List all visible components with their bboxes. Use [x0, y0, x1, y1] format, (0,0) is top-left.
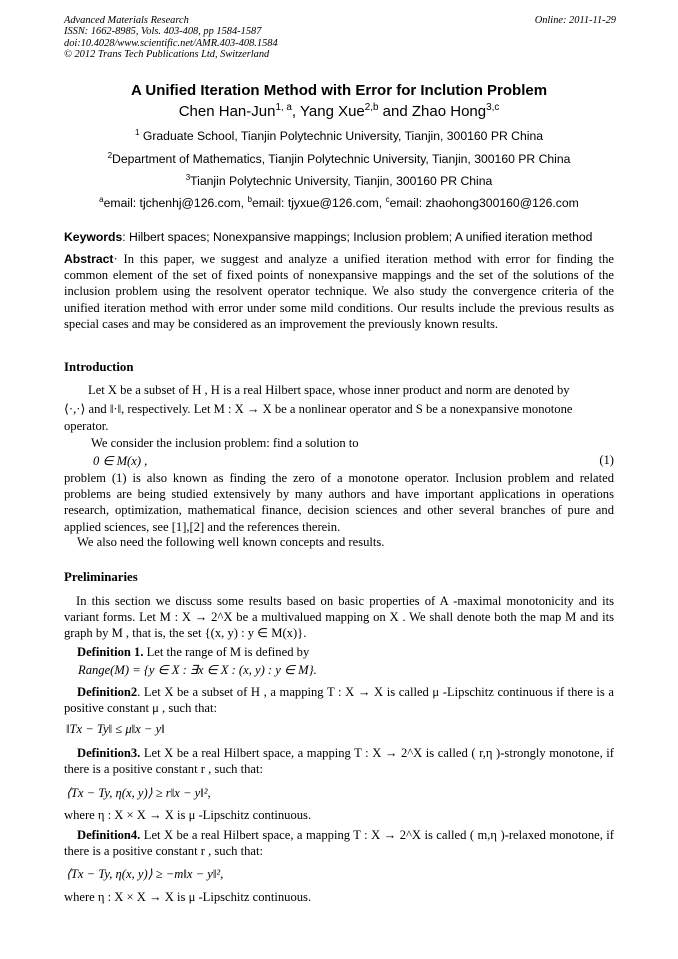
definition-label: Definition 1.	[77, 645, 144, 659]
copyright-line: © 2012 Trans Tech Publications Ltd, Switzerland	[64, 49, 270, 61]
intro-line-4: We consider the inclusion problem: find a solution to	[91, 436, 359, 450]
affiliation-2	[64, 152, 614, 166]
intro-line-last: We also need the following well known concepts and results.	[77, 535, 385, 549]
definition-3-after: where η : X × X → X is μ -Lipschitz continuous.	[64, 808, 312, 822]
author-sup: 2,b	[364, 102, 379, 113]
keywords-text: : Hilbert spaces; Nonexpansive mappings; Inclusion problem; A unified iteration method	[122, 230, 593, 244]
definition-4	[64, 827, 614, 859]
issn-line: ISSN: 1662-8985, Vols. 403-408, pp 1584-1587	[64, 26, 262, 38]
online-date: Online: 2011-11-29	[534, 15, 616, 26]
definition-label: Definition3.	[77, 746, 141, 760]
author-separator: ,	[291, 103, 300, 120]
journal-name: Advanced Materials Research	[64, 15, 189, 26]
intro-line-1: Let X be a subset of H , H is a real Hilbert space, whose inner product and norm are denoted by	[88, 383, 570, 397]
author-name: Yang Xue	[300, 103, 365, 120]
email-sup: a	[99, 194, 104, 204]
affiliation-text: Graduate School, Tianjin Polytechnic University, Tianjin, 300160 PR China	[139, 129, 543, 143]
definition-text: Let X be a real Hilbert space, a mapping T : X → 2^X is called ( r,η )-strongly monotone, if there is a positive constant r , such that:	[64, 746, 614, 777]
author-name: Chen Han-Jun	[178, 103, 276, 120]
email-text: email: tjyxue@126.com,	[251, 196, 386, 210]
prelim-paragraph: In this section we discuss some results based on basic properties of A -maximal monotonicity and its variant forms. Let M : X → 2^X be a multivalued mapping on X . We shall denote both the map M and its graph by M , that is, the set {(x, y) : y ∈ M(x)}.	[64, 594, 614, 641]
author-list	[64, 103, 614, 120]
definition-text: . Let X be a subset of H , a mapping T : X → X is called μ -Lipschitz continuous if there is a positive constant μ , such that:	[64, 685, 614, 716]
paper-title: A Unified Iteration Method with Error for Inclution Problem	[130, 82, 548, 99]
definition-2-equation: ‖Tx − Ty‖ ≤ μ‖x − y‖	[66, 722, 165, 736]
definition-label: Definition2	[77, 685, 138, 699]
author-separator: and	[378, 103, 412, 120]
keywords	[64, 230, 616, 244]
affiliation-sup: 2	[107, 150, 113, 160]
affiliation-sup: 3	[185, 172, 191, 182]
affiliation-sup: 1	[134, 127, 140, 137]
equation-number-1: (1)	[599, 453, 614, 467]
abstract: Abstract· In this paper, we suggest and analyze a unified iteration method with error for finding the common element of the set of fixed points of nonexpansive mappings and the set of the solutions of the inclusion problem using the resolvent operator technique. We also study the convergence criteria of the unified iteration method with error under some mild conditions. Our results include the previous results as special cases and may be considered as an improvement the previously known results.	[64, 252, 614, 331]
affiliation-3	[64, 174, 614, 188]
email-text: email: tjchenhj@126.com,	[103, 196, 248, 210]
author-name: Zhao Hong	[411, 103, 487, 120]
intro-line-2: ⟨·,·⟩ and ‖·‖, respectively. Let M : X → X be a nonlinear operator and S be a nonexpansive monotone	[64, 402, 573, 416]
affiliation-text: Tianjin Polytechnic University, Tianjin, 300160 PR China	[190, 174, 493, 188]
definition-4-equation: ⟨Tx − Ty, η(x, y)⟩ ≥ −m‖x − y‖²,	[66, 867, 224, 881]
email-sup: b	[247, 194, 252, 204]
definition-3	[64, 745, 614, 777]
intro-paragraph: problem (1) is also known as finding the zero of a monotone operator. Inclusion problem and related problems are being studied extensively by many authors and have important applications in operations research, optimization, mathematical finance, decision sciences and other several branches of pure and applied sciences, see [1],[2] and the references therein.	[64, 471, 614, 534]
section-heading-preliminaries: Preliminaries	[64, 570, 138, 584]
abstract-label: Abstract	[64, 252, 114, 266]
definition-1	[77, 645, 309, 660]
affiliation-1	[64, 129, 614, 143]
definition-3-equation: ⟨Tx − Ty, η(x, y)⟩ ≥ r‖x − y‖²,	[66, 786, 211, 800]
abstract-text: In this paper, we suggest and analyze a unified iteration method with error for finding the common element of the set of fixed points of nonexpansive mappings and the set of the solutions of the inclusion problem using the resolvent operator technique. We also study the convergence criteria of the unified iteration method with error under some mild conditions. Our results include the previous results as special cases and may be considered as an improvement the previously known results.	[64, 252, 614, 331]
intro-line-3: operator.	[64, 419, 109, 433]
definition-1-equation: Range(M) = {y ∈ X : ∃x ∈ X : (x, y) : y ∈ M}.	[78, 663, 317, 677]
doi-line: doi:10.4028/www.scientific.net/AMR.403-408.1584	[64, 37, 278, 49]
equation-1: 0 ∈ M(x) ,	[93, 454, 148, 468]
section-heading-introduction: Introduction	[64, 360, 134, 374]
affiliation-text: Department of Mathematics, Tianjin Polytechnic University, Tianjin, 300160 PR China	[112, 152, 571, 166]
definition-4-after: where η : X × X → X is μ -Lipschitz continuous.	[64, 890, 312, 904]
definition-2	[64, 684, 614, 716]
email-sup: c	[385, 194, 390, 204]
author-sup: 1, a	[275, 102, 292, 113]
author-sup: 3,c	[486, 102, 500, 113]
email-text: email: zhaohong300160@126.com	[389, 196, 579, 210]
journal-header	[64, 15, 616, 61]
email-line	[64, 196, 614, 210]
definition-label: Definition4.	[77, 828, 141, 842]
definition-text: Let X be a real Hilbert space, a mapping T : X → 2^X is called ( m,η )-relaxed monotone, if there is a positive constant r , such that:	[64, 828, 614, 859]
definition-text: Let the range of M is defined by	[143, 645, 310, 659]
keywords-label: Keywords	[64, 230, 123, 244]
